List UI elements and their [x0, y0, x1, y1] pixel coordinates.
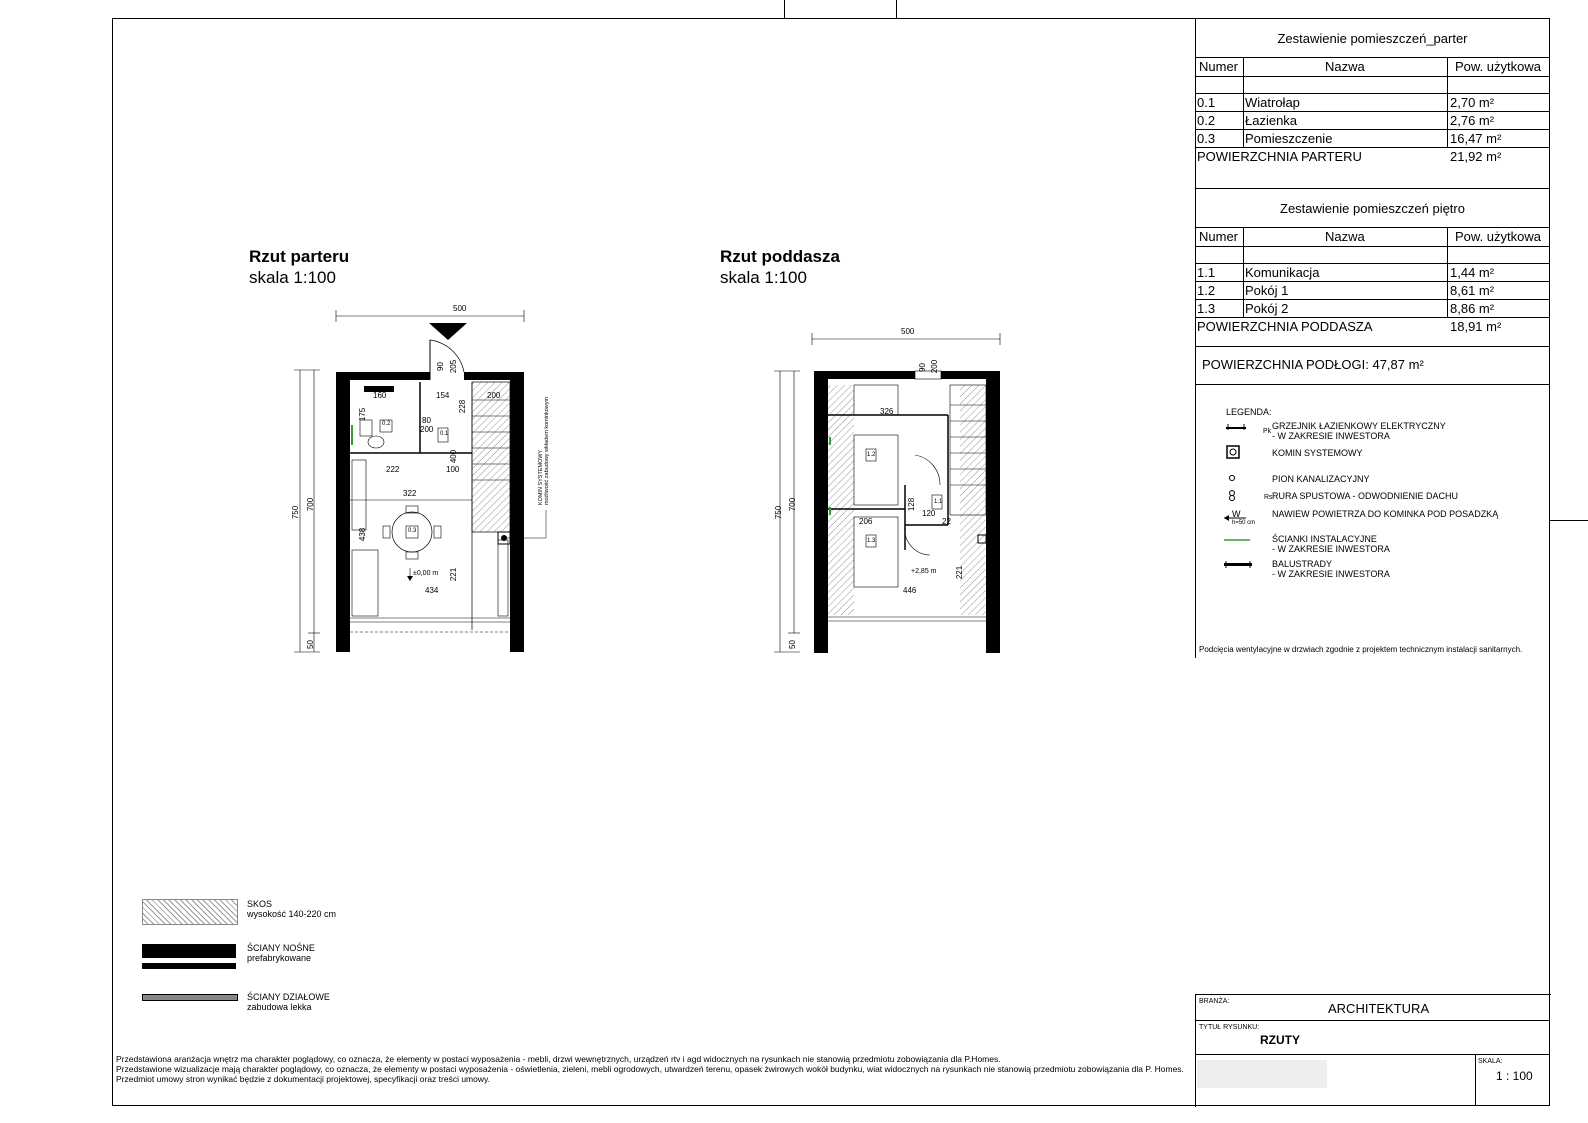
dim-text: 400 [449, 449, 459, 464]
dim-text: 90 [435, 362, 445, 371]
table-ground-total: POWIERZCHNIA PARTERU 21,92 m² [1197, 149, 1502, 164]
load-wall-swatch [142, 963, 236, 969]
dim-text: 222 [386, 465, 400, 474]
plan-ground-scale: skala 1:100 [249, 268, 336, 287]
table-row: 0.3 Pomieszczenie 16,47 m² [1197, 131, 1502, 146]
chimney-note: KOMIN SYSTEMOWY możliwość zabudowy wkładem kominkowym [538, 396, 551, 506]
floor-total: POWIERZCHNIA PODŁOGI: 47,87 m² [1202, 357, 1424, 372]
table-row: 0.1 Wiatrołap 2,70 m² [1197, 95, 1495, 110]
legend-item: GRZEJNIK ŁAZIENKOWY ELEKTRYCZNY - W ZAKRESIE INWESTORA [1272, 421, 1446, 441]
dim-text: 221 [955, 565, 965, 580]
plan-attic-title: Rzut poddasza [720, 247, 840, 266]
dim-text: 200 [420, 425, 434, 434]
dim-text: 160 [373, 391, 387, 400]
dim-text: 200 [487, 391, 501, 400]
table-row: 1.2 Pokój 1 8,61 m² [1197, 283, 1495, 298]
wall-legend-item: ŚCIANY NOŚNE prefabrykowane [247, 943, 315, 963]
dim-text: 120 [922, 509, 936, 518]
skala-value: 1 : 100 [1496, 1069, 1533, 1083]
dim-text: 322 [403, 489, 417, 498]
dim-text: 500 [453, 304, 467, 313]
dim-text: 22 [942, 517, 951, 526]
room-label: 0.3 [408, 528, 417, 534]
entrance-marker-icon [429, 323, 467, 340]
legend-item: ŚCIANKI INSTALACYJNE - W ZAKRESIE INWESTORA [1272, 534, 1390, 554]
table-row: 0.2 Łazienka 2,76 m² [1197, 113, 1495, 128]
dim-text: 154 [436, 391, 450, 400]
dim-text: 500 [901, 327, 915, 336]
sewer-pipe-icon [1230, 476, 1235, 481]
dim-text: 50 [305, 640, 315, 649]
level-marker: +2,85 m [911, 568, 937, 575]
tytul-value: RZUTY [1260, 1033, 1300, 1047]
table-row: 1.1 Komunikacja 1,44 m² [1197, 265, 1495, 280]
dim-text: 90 [917, 363, 927, 372]
dim-text: 50 [787, 640, 797, 649]
legend-symbols [1220, 418, 1270, 583]
wall-legend-item: SKOS wysokość 140-220 cm [247, 899, 337, 919]
dim-text: 228 [458, 399, 468, 414]
legend-pk-label: Pk [1263, 428, 1272, 435]
ventilation-note: Podcięcia wentylacyjne w drzwiach zgodnie z projektem technicznym instalacji sanitarnych. [1199, 645, 1523, 654]
partition-wall-swatch [142, 994, 238, 1001]
level-marker: ±0,00 m [413, 570, 439, 577]
table-ground-title: Zestawienie pomieszczeń_parter [1277, 31, 1468, 46]
table-attic-header: Numer Nazwa Pow. użytkowa [1199, 229, 1541, 244]
ground-floor-plan [280, 300, 580, 670]
legend-title: LEGENDA: [1226, 407, 1272, 417]
frame-tick [896, 0, 897, 18]
legend-item: KOMIN SYSTEMOWY [1272, 448, 1363, 458]
table-attic-total: POWIERZCHNIA PODDASZA 18,91 m² [1197, 319, 1502, 334]
downpipe-icon [1230, 491, 1235, 501]
room-label: 1.2 [867, 452, 876, 458]
legend-item: RURA SPUSTOWA - ODWODNIENIE DACHU [1272, 491, 1459, 501]
dim-text: 128 [907, 497, 917, 512]
dim-text: 750 [774, 505, 784, 520]
table-row: 1.3 Pokój 2 8,86 m² [1197, 301, 1495, 316]
branza-value: ARCHITEKTURA [1328, 1001, 1430, 1016]
dim-text: 438 [358, 527, 368, 542]
attic-floor-plan [770, 325, 1020, 670]
room-label: 0.2 [382, 421, 391, 427]
room-label: 0.1 [440, 431, 449, 437]
dim-text: 221 [449, 567, 459, 582]
disclaimer-line: Przedstawiona aranżacja wnętrz ma charakter poglądowy, co oznacza, że elementy w postaci wyposażenia - mebli, drzwi wewnętrznych, urządzeń rtv i agd widocznych na rysunkach nie stanowią przedmiotu zobowiązania dla P.Homes. [116, 1054, 1001, 1064]
legend-rs-label: Rs [1264, 494, 1273, 501]
wall-legend-item: ŚCIANY DZIAŁOWE zabudowa lekka [247, 992, 330, 1012]
load-wall-swatch [142, 944, 236, 958]
room-label: 1.3 [867, 538, 876, 544]
dim-text: 206 [859, 517, 873, 526]
chimney-icon [1227, 446, 1239, 458]
branza-label: BRANŻA: [1199, 998, 1230, 1005]
room-label: 1.1 [934, 499, 943, 505]
dim-text: 200 [930, 359, 940, 374]
table-ground-header: Numer Nazwa Pow. użytkowa [1199, 59, 1541, 74]
frame-tick [1550, 520, 1588, 521]
disclaimer-line: Przedstawione wizualizacje mają charakter poglądowy, co oznacza, że elementy w postaci wyposażenia - oświetlenia, zieleni, mebli ogrodowych, utwardzeń terenu, opasek żwirowych wokół budynku, wiat widocznych na rysunkach nie stanowią przedmiotu zobowiązania dla P. Homes. [116, 1064, 1184, 1074]
dim-text: 434 [425, 586, 439, 595]
railing-icon [1224, 561, 1252, 568]
table-attic-title: Zestawienie pomieszczeń piętro [1280, 201, 1465, 216]
radiator-icon [1226, 424, 1246, 430]
dim-text: 446 [903, 586, 917, 595]
disclaimer-line: Przedmiot umowy stron wynikać będzie z dokumentacji projektowej, specyfikacji oraz treści umowy. [116, 1074, 490, 1084]
tytul-label: TYTUŁ RYSUNKU: [1199, 1024, 1260, 1031]
slope-swatch [142, 899, 238, 925]
dim-text: 100 [446, 465, 460, 474]
legend-item: NAWIEW POWIETRZA DO KOMINKA POD POSADZKĄ [1272, 509, 1499, 519]
legend-item: BALUSTRADY - W ZAKRESIE INWESTORA [1272, 559, 1390, 579]
dim-text: 750 [291, 505, 301, 520]
skala-label: SKALA: [1478, 1058, 1503, 1065]
dim-text: 175 [358, 407, 368, 422]
plan-ground-title: Rzut parteru [249, 247, 350, 266]
legend-item: PION KANALIZACYJNY [1272, 474, 1370, 484]
dim-text: 205 [449, 359, 459, 374]
legend-w-label: W [1232, 509, 1241, 519]
legend-w-sub: h=50 cm [1232, 520, 1256, 526]
frame-tick [784, 0, 785, 18]
dim-text: 326 [880, 407, 894, 416]
dim-text: 700 [788, 497, 798, 512]
dim-text: 700 [306, 497, 316, 512]
redacted-field [1197, 1060, 1327, 1088]
dim-text: 80 [422, 416, 431, 425]
plan-attic-scale: skala 1:100 [720, 268, 807, 287]
